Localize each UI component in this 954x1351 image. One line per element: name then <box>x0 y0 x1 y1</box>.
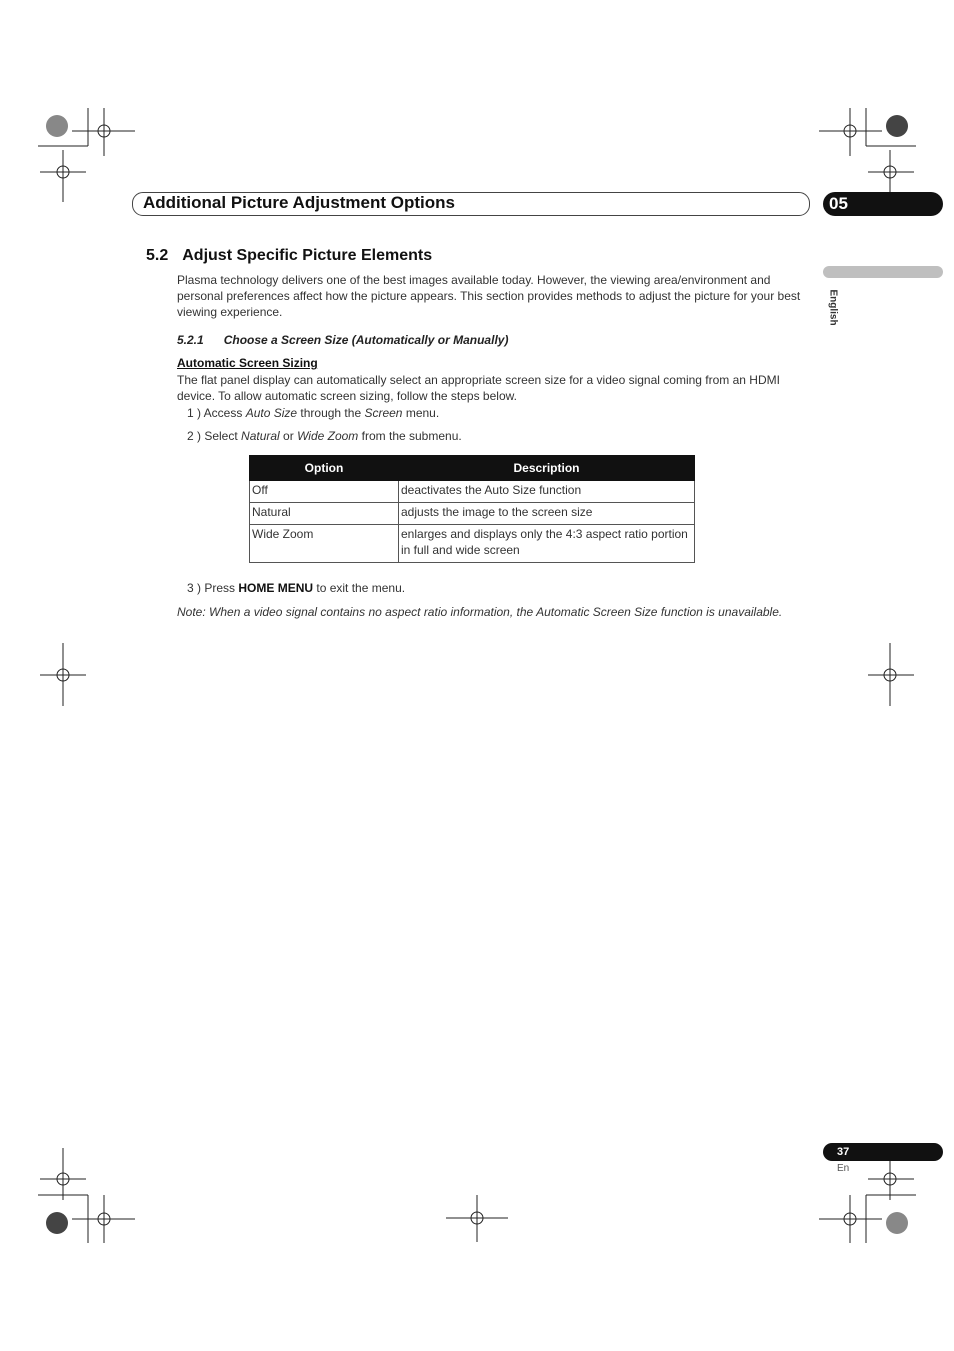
step-1-suffix: menu. <box>402 406 440 420</box>
step-2-suffix: from the submenu. <box>358 429 462 443</box>
description-cell: adjusts the image to the screen size <box>399 503 695 525</box>
header-option: Option <box>250 456 399 481</box>
step-1-prefix: 1 ) Access <box>187 406 246 420</box>
language-tab <box>823 266 943 278</box>
step-2-mid: or <box>279 429 298 443</box>
option-cell: Wide Zoom <box>250 525 399 563</box>
step-3-home-menu: HOME MENU <box>238 581 314 595</box>
note: Note: When a video signal contains no aspect ratio information, the Automatic Screen Size function is unavailable. <box>177 605 783 619</box>
section-title: Adjust Specific Picture Elements <box>182 247 433 264</box>
table-row <box>250 503 695 525</box>
section-heading <box>146 247 432 265</box>
page-number: 37 <box>837 1146 850 1158</box>
auto-sizing-body: The flat panel display can automatically select an appropriate screen size for a video signal coming from an HDMI device. To allow automatic screen sizing, follow the steps below. <box>177 373 780 403</box>
description-cell: deactivates the Auto Size function <box>399 481 695 503</box>
options-table <box>249 455 695 563</box>
subsection-heading <box>177 333 508 347</box>
step-1-screen: Screen <box>364 406 403 420</box>
table-row <box>250 525 695 563</box>
step-3-prefix: 3 ) Press <box>187 581 239 595</box>
chapter-number: 05 <box>829 194 848 213</box>
auto-sizing-heading: Automatic Screen Sizing <box>177 356 318 370</box>
step-1 <box>187 406 439 420</box>
step-1-auto-size: Auto Size <box>245 406 298 420</box>
subsection-title: Choose a Screen Size (Automatically or Manually) <box>223 333 509 347</box>
step-3-suffix: to exit the menu. <box>313 581 406 595</box>
page-language: En <box>837 1163 850 1174</box>
step-3 <box>187 581 405 595</box>
step-2 <box>187 429 462 443</box>
step-2-prefix: 2 ) Select <box>187 429 242 443</box>
chapter-title: Additional Picture Adjustment Options <box>143 193 455 212</box>
language-label: English <box>827 289 839 326</box>
header-description: Description <box>399 456 695 481</box>
step-2-natural: Natural <box>241 429 280 443</box>
description-cell: enlarges and displays only the 4:3 aspect ratio portion in full and wide screen <box>399 525 695 563</box>
section-intro: Plasma technology delivers one of the best images available today. However, the viewing area/environment and personal preferences affect how the picture appears. This section provides methods to adjust the picture for your best viewing experience. <box>177 273 801 319</box>
subsection-number: 5.2.1 <box>177 333 204 347</box>
table-row <box>250 481 695 503</box>
step-1-mid: through the <box>297 406 365 420</box>
step-2-wide-zoom: Wide Zoom <box>297 429 359 443</box>
option-cell: Off <box>250 481 399 503</box>
section-number: 5.2 <box>146 247 169 264</box>
option-cell: Natural <box>250 503 399 525</box>
table-header-row <box>250 456 695 481</box>
